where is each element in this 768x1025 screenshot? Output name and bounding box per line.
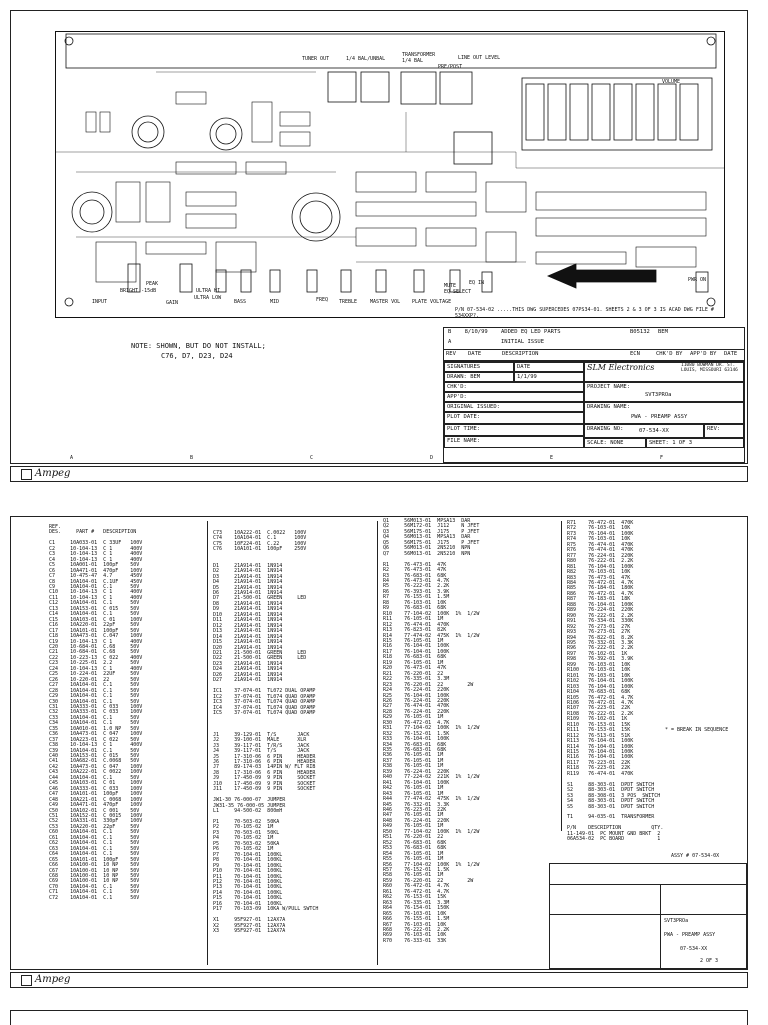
- label-gain: GAIN: [166, 300, 179, 306]
- label-bal-unbal: 1/4 BAL/UNBAL: [346, 56, 386, 62]
- label-mid: MID: [270, 299, 280, 305]
- break-note: * = BREAK IN SEQUENCE: [665, 727, 729, 733]
- company-logo: SLM Electronics: [587, 363, 655, 372]
- rev-row-b: B 8/10/99 ADDED EQ LED PARTS: [448, 329, 561, 335]
- column-divider-1: [207, 521, 208, 965]
- sheet-number-2: 2 OF 3: [700, 958, 719, 964]
- label-eq-in: EQ IN: [469, 280, 485, 286]
- rev-row-a: A INITIAL ISSUE: [448, 339, 545, 345]
- drawing-number-2: 07-534-XX: [680, 946, 708, 952]
- grid-letters-1: A B C D E F: [70, 455, 664, 461]
- install-note-heading: NOTE: SHOWN, BUT DO NOT INSTALL;: [131, 342, 266, 350]
- footer-strip-1: [10, 466, 748, 482]
- parts-list-column-4: R71 76-472-01 470K R72 76-103-01 10K R73 76-104-01 100K R74 76-103-01 10K R75 76-474-01 470K R76 76-474-01 470K R77 76-224-01 220K R80 76-222-01 2.2K R81 76-104-01 100K R82 76-103-01 10K R83 76-473-01 47K R84 76-472-01 4.7K R85 76-184-01 180K R86 76-472-01 4.7K R87 76-183-01 18K R88 76-104-01 100K R89 76-224-01 220K R90 76-222-01 2.2K R91 76-334-01 330K R92 76-273-01 27K R93 76-273-01 27K R94 76-822-01 8.2K R95 76-332-01 3.3K R96 76-222-01 2.2K R97 76-102-01 1K R98 76-392-01 3.9K R99 76-103-01 10K R100 76-103-01 10K R101 76-103-01 10K R102 76-104-01 100K R103 76-104-01 100K R104 76-683-01 68K R105 76-472-01 4.7K R106 76-472-01 4.7K R107 76-223-01 22K R108 76-222-01 2.2K R109 76-102-01 1K R110 76-153-01 15K R111 76-153-01 15K R112 76-513-01 51K R113 76-104-01 100K R114 76-104-01 100K R115 76-104-01 100K R116 76-104-01 100K R117 76-223-01 22K R118 76-223-01 22K R119 76-474-01 470K S1 88-303-01 DPDT SWITCH S2 88-303-01 DPDT SWITCH S3 88-308-01 3 POS SWITCH S4 88-303-01 DPDT SWITCH S5 88-303-01 DPDT SWITCH T1 94-035-01 TRANSFORMER P/N DESCRIPTION QTY. 11-149-01 PC MOUNT GND BRKT 2 06A534-02 PC BOARD 1: [567, 520, 664, 843]
- label-input: INPUT: [92, 299, 108, 305]
- label-treble: TREBLE: [339, 299, 358, 305]
- project-name-2: SVT3PROa: [664, 918, 689, 924]
- supersede-note: P/N 07-534-02 .....THIS DWG SUPERCEDES 07PS34-01. SHEETS 2 & 3 OF 3 IS ACAD DWG FILE # 534XXP?.: [455, 307, 714, 319]
- label-eq-select: EQ SELECT: [444, 289, 472, 295]
- pcb-component-layout: [56, 32, 724, 317]
- company-logo-cell: SLM Electronics 11080 BOWMAN DR. ST. LOUIS, MISSOURI 63146: [584, 362, 744, 382]
- label-ultra-hi: ULTRA HI: [196, 288, 221, 294]
- logo-icon: [21, 469, 32, 480]
- project-name: SVT3PROa: [645, 392, 672, 398]
- brand-logo-2: Ampeg: [35, 974, 71, 985]
- rev-header-row: REV DATE DESCRIPTION ECN CHK'D BY APP'D BY DATE: [444, 349, 744, 350]
- label-line-out-level: LINE OUT LEVEL: [458, 55, 501, 61]
- rev-b-by: BEM: [658, 329, 668, 335]
- column-divider-2: [377, 521, 378, 965]
- sheet-2: [10, 516, 748, 970]
- drawing-number: 07-534-XX: [639, 428, 669, 434]
- title-block-2: [549, 863, 747, 969]
- rev-b-ecn: B05132: [630, 329, 650, 335]
- brand-logo: Ampeg: [35, 468, 71, 479]
- label-volume: VOLUME: [662, 79, 681, 85]
- parts-list-column-1: REF. DES. PART # DESCRIPTION C1 10A033-01 C 33UF 100V C2 10-104-13 C 1 400V C3 10-104-13 C 1 400V C4 10-104-13 C 1 400V C5 10A001-01 100pF 50V C6 10A471-01 470pF 100V C7 10-475-47 4.7 450V C8 10A104-01 C.1UF 450V C9 10A104-01 C.1 50V C10 10-104-13 C 1 400V C11 10-104-13 C 1 400V C12 10A104-01 C.1 50V C13 10A153-01 C 015 50V C14 10A104-01 C.1 50V C15 10A103-01 C 01 100V C16 10A220-01 22pF 50V C17 10A101-01 100pF 50V C18 10A473-01 C.047 100V C19 10-104-13 C 1 400V C20 10-684-01 C.68 50V C21 10-684-01 C.68 50V C22 10-223-13 C 022 400V C23 10-225-01 2.2 50V C24 10-104-13 C 1 400V C25 10-224-01 22UF 50V C26 10-220-01 22 50V C27 10A104-01 C.1 50V C28 10A104-01 C.1 50V C29 10A104-01 C.1 50V C30 10A104-01 C.1 50V C31 10A333-01 C 033 100V C32 10A333-01 C 033 100V C33 10A104-01 C.1 50V C34 10A104-01 C.1 50V C35 10A010-01 1.0 NP 50V C36 10A473-01 C 047 100V C37 10A223-01 C 022 50V C38 10-104-13 C 1 400V C39 10A104-01 C.1 50V C40 10A153-01 C 015 50V C41 10A682-01 C.0068 50V C42 10A473-01 C 047 100V C43 10A222-01 C 0022 100V C44 10A104-01 C.1 50V C45 10A103-01 C 01 100V C46 10A333-01 C 033 100V C47 10A101-01 100pF 100V C48 10A221-01 C 0068 100V C49 10A471-01 470pF 100V C50 10A102-01 C 001 50V C51 10A152-01 C 0015 100V C52 10A331-01 330pF 100V C53 10A220-01 22pF 50V C60 10A104-01 C.1 50V C61 10A104-01 C.1 50V C62 10A104-01 C.1 50V C63 10A104-01 C.1 50V C64 10A104-01 C.1 50V C65 10A101-01 100pF 50V C66 10A100-01 10 NP 50V C67 10A100-01 10 NP 50V C68 10A100-01 10 NP 50V C69 10A100-01 10 NP 50V C70 10A104-01 C.1 50V C71 10A104-01 C.1 50V C72 10A104-01 C.1 50V: [49, 524, 143, 901]
- label-peak: PEAK: [146, 281, 159, 287]
- label-mute: MUTE: [444, 283, 457, 289]
- sheet-3-top: [10, 1010, 748, 1025]
- logo-icon-2: [21, 975, 32, 986]
- label-pre-post: PRE/POST: [438, 64, 463, 70]
- parts-list-column-2: C73 10A222-01 C.0022 100V C74 10A104-01 C.1 100V C75 10F224-01 C.22 100V C76 10A101-01 100pF 250V D1 21A914-01 1N914 D2 21A914-01 1N914 D3 21A914-01 1N914 D4 21A914-01 1N914 D5 21A914-01 1N914 D6 21A914-01 1N914 D7 21-500-01 GREEN LED D8 21A914-01 1N914 D9 21A914-01 1N914 D10 21A914-01 1N914 D11 21A914-01 1N914 D12 21A914-01 1N914 D13 21A914-01 1N914 D14 21A914-01 1N914 D15 21A914-01 1N914 D20 21A914-01 1N914 D21 21-500-01 GREEN LED D22 21-500-01 GREEN LED D23 21A914-01 1N914 D24 21A914-01 1N914 D26 21A914-01 1N914 D27 21A914-01 1N914 IC1 37-074-01 TL072 DUAL OPAMP IC2 37-074-01 TL074 QUAD OPAMP IC3 37-074-01 TL074 QUAD OPAMP IC4 37-074-01 TL074 QUAD OPAMP IC5 37-074-01 TL074 QUAD OPAMP J1 39-129-01 T/S JACK J2 39-100-01 MALE XLR J3 39-117-01 T/R/S JACK J4 39-117-01 T/S JACK J5 17-310-06 6 PIN HEADER J6 17-310-06 6 PIN HEADER J7 89-174-03 14PIN W/ FLT RIB J8 17-310-06 6 PIN HEADER J9 17-450-09 9 PIN SOCKET J10 17-450-09 9 PIN SOCKET J11 17-450-09 9 PIN SOCKET JW1-30 76-000-07 JUMPER JW31-35 76-000-05 JUMPER L1 94-500-02 800mH P1 70-503-02 50KA P2 70-105-02 1M P3 70-503-01 50KL P4 70-105-02 1M P5 70-503-02 50KA P6 70-105-02 1M P7 70-104-01 100KL P8 70-104-01 100KL P9 70-104-01 100KL P10 70-104-01 100KL P11 70-104-01 100KL P12 70-104-01 100KL P13 70-104-01 100KL P14 70-104-01 100KL P15 70-104-01 100KL P16 70-104-01 100KL P17 70-103-09 10KA W/PULL SWTCH X1 95F927-01 12AX7A X2 95F927-01 12AX7A X3 95F927-01 12AX7A: [213, 530, 319, 935]
- footer-strip-2: [10, 972, 748, 988]
- label-plate-voltage: PLATE VOLTAGE: [412, 299, 452, 305]
- pcb-board-outline: [55, 31, 725, 318]
- label-tuner-out: TUNER OUT: [302, 56, 330, 62]
- revision-block: [443, 327, 745, 361]
- assy-label: ASSY # 07-534-0X: [671, 853, 720, 859]
- install-note: [131, 341, 266, 361]
- label-transformer: TRANSFORMER 1/4 BAL: [402, 52, 436, 64]
- install-note-parts: C76, D7, D23, D24: [161, 352, 233, 360]
- label-ultra-low: ULTRA LOW: [194, 295, 222, 301]
- column-divider-3: [561, 521, 562, 831]
- sheet-number: 1 OF 3: [672, 440, 693, 446]
- drawing-name-2: PWA - PREAMP ASSY: [664, 932, 716, 938]
- label-master-vol: MASTER VOL: [370, 299, 401, 305]
- drawing-name: PWA - PREAMP ASSY: [631, 414, 688, 420]
- parts-list-column-3: Q1 56M013-01 MPSA13 DAR Q2 56M172-01 J112 N JFET Q3 56M175-01 J175 P JFET Q4 56M013-01 MPSA13 DAR Q5 56M175-01 J175 P JFET Q6 56M013-01 2N5210 NPN Q7 56M013-01 2N5210 NPN R1 76-473-01 47K R2 76-473-01 47K R3 76-683-01 68K R4 76-473-01 4.7K R5 76-222-01 2.2K R6 76-393-01 3.9K R7 76-155-01 1.5M R8 76-103-01 10K R9 76-683-01 68K R10 77-104-02 100K 1% 1/2W R11 76-105-01 1M R12 76-474-01 470K R13 76-823-01 82K R14 77-474-02 475K 1% 1/2W R15 76-105-01 1M R16 76-104-01 100K R17 76-104-01 100K R18 76-683-01 68K R19 76-105-01 1M R20 76-473-01 47K R21 76-220-01 22 R22 76-335-01 3.3M R23 76-220-01 22 2W R24 76-224-01 220K R25 76-104-01 100K R26 76-224-01 220K R27 76-474-01 470K R28 76-224-01 220K R29 76-105-01 1M R30 76-472-01 4.7K R31 77-104-02 100K 1% 1/2W R32 76-152-01 1.5K R33 76-104-01 100K R34 76-683-01 68K R35 76-683-01 68K R36 76-105-01 1M R37 76-105-01 1M R38 76-105-01 1M R39 76-224-01 220K R40 77-224-02 221K 1% 1/2W R41 76-104-01 100K R42 76-105-01 1M R43 76-105-01 1M R44 77-474-02 475K 1% 1/2W R45 76-332-01 3.3K R46 76-223-01 22K R47 76-105-01 1M R48 76-224-01 220K R49 76-105-01 1M R50 77-104-02 100K 1% 1/2W R51 76-220-01 22 R52 76-683-01 68K R53 76-683-01 68K R54 76-105-01 1M R55 76-105-01 1M R56 77-104-02 100K 1% 1/2W R57 76-152-01 1.5K R58 76-105-01 1M R59 76-220-01 22 2W R60 76-472-01 4.7K R61 76-472-01 4.7K R62 76-153-01 15K R63 76-335-01 3.3M R64 76-154-01 150K R65 76-103-01 10K R66 76-155-01 1.5M R67 76-103-01 10K R68 76-222-01 2.2K R69 76-103-01 10K R70 76-333-01 33K: [383, 518, 480, 944]
- sheet-1: [10, 10, 748, 464]
- label-freq: FREQ: [316, 297, 329, 303]
- label-bright: BRIGHT -15dB: [120, 288, 157, 294]
- title-block: SIGNATURES DATE DRAWN: BEM 1/1/99 CHK'D: APP'D: ORIGINAL ISSUED: PLOT DATE: PLOT TIME: FILE NAME: SLM Electronics 11080 BOWMAN DR. ST. LOUIS, MISSOURI 63146 PROJECT NAME: SVT3PROa DRAWING NAME: PWA - PREAMP ASSY DRAWING NO: 07-534-XX REV: SCALE: NONE SHEET: 1 OF 3: [443, 361, 745, 463]
- label-pwr-on: PWR ON: [688, 277, 707, 283]
- label-bass: BASS: [234, 299, 247, 305]
